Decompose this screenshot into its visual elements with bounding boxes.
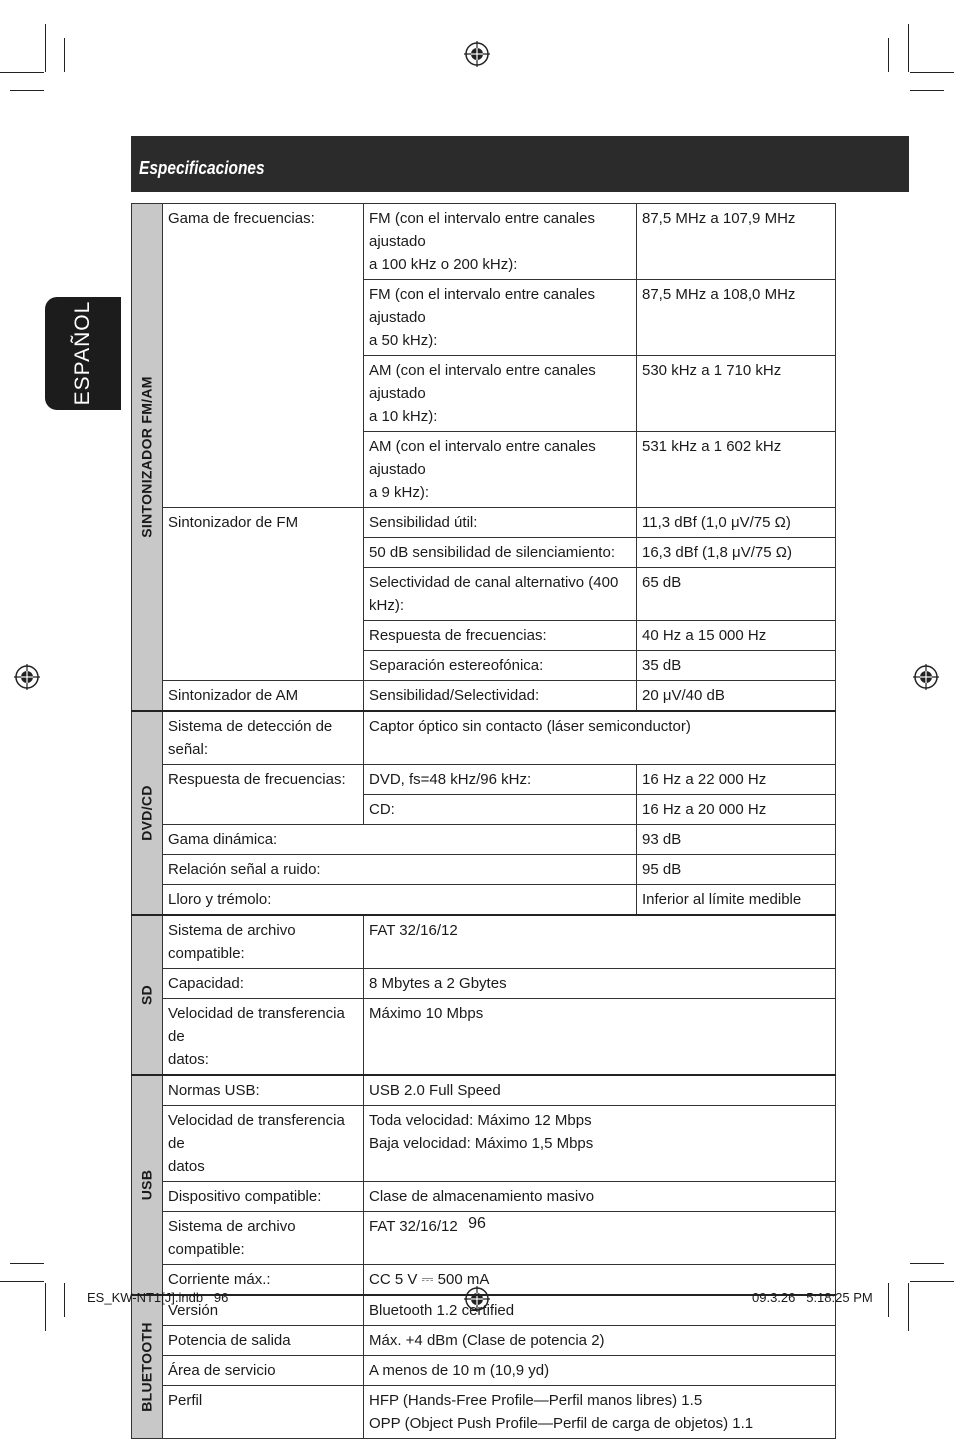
row-label: Perfil: [163, 1386, 364, 1439]
footer-timestamp: 09.3.26 5:18:25 PM: [752, 1290, 873, 1305]
table-row: [132, 1075, 836, 1106]
language-label: ESPAÑOL: [71, 300, 94, 406]
footer-file-info: ES_KW-NT1[J].indb 96: [87, 1290, 229, 1305]
crop-mark: [910, 1263, 944, 1264]
crop-mark: [910, 90, 944, 91]
table-row: [132, 969, 836, 999]
table-row: [132, 1295, 836, 1326]
row-label: Normas USB:: [163, 1075, 364, 1106]
value-cell: 8 Mbytes a 2 Gbytes: [364, 969, 836, 999]
value-cell: 11,3 dBf (1,0 μV/75 Ω): [637, 508, 836, 538]
value-cell: Captor óptico sin contacto (láser semiconductor): [364, 711, 836, 765]
category-label: USB: [138, 1169, 155, 1201]
param-cell: 50 dB sensibilidad de silenciamiento:: [364, 538, 637, 568]
crop-mark: [908, 1283, 909, 1331]
crop-mark: [45, 1283, 46, 1331]
row-label: Área de servicio: [163, 1356, 364, 1386]
crop-mark: [908, 24, 909, 72]
value-cell: 531 kHz a 1 602 kHz: [637, 432, 836, 508]
row-label: Sistema de archivo compatible:: [163, 1212, 364, 1265]
table-row: [132, 855, 836, 885]
table-row: [132, 508, 836, 538]
table-row: [132, 1182, 836, 1212]
row-label: Potencia de salida: [163, 1326, 364, 1356]
category-cell: [132, 711, 163, 915]
table-row: [132, 1386, 836, 1439]
row-label: Velocidad de transferencia de datos: [163, 1106, 364, 1182]
value-cell: Máximo 10 Mbps: [364, 999, 836, 1076]
language-tab: [45, 297, 121, 410]
param-cell: AM (con el intervalo entre canales ajustado a 9 kHz):: [364, 432, 637, 508]
crop-mark: [45, 24, 46, 72]
value-cell: 40 Hz a 15 000 Hz: [637, 621, 836, 651]
value-cell: Bluetooth 1.2 certified: [364, 1295, 836, 1326]
table-row: [132, 1326, 836, 1356]
param-cell: AM (con el intervalo entre canales ajustado a 10 kHz):: [364, 356, 637, 432]
table-row: [132, 765, 836, 795]
category-label: DVD/CD: [138, 785, 155, 841]
table-row: [132, 1265, 836, 1296]
value-cell: 20 μV/40 dB: [637, 681, 836, 712]
row-label: Sistema de detección de señal:: [163, 711, 364, 765]
category-cell: [132, 204, 163, 712]
crop-mark: [64, 38, 65, 72]
param-cell: CD:: [364, 795, 637, 825]
table-row: [132, 681, 836, 712]
row-label: Relación señal a ruido:: [163, 855, 637, 885]
row-label: Lloro y trémolo:: [163, 885, 637, 916]
row-label: Dispositivo compatible:: [163, 1182, 364, 1212]
value-cell: 93 dB: [637, 825, 836, 855]
crop-mark: [10, 1263, 44, 1264]
crop-mark: [888, 38, 889, 72]
category-cell: [132, 1295, 163, 1439]
row-label: Corriente máx.:: [163, 1265, 364, 1296]
param-cell: Separación estereofónica:: [364, 651, 637, 681]
table-row: [132, 1356, 836, 1386]
category-label: SD: [138, 984, 155, 1006]
value-cell: Máx. +4 dBm (Clase de potencia 2): [364, 1326, 836, 1356]
specifications-table: [131, 203, 836, 1439]
value-cell: Clase de almacenamiento masivo: [364, 1182, 836, 1212]
value-cell: FAT 32/16/12: [364, 1212, 836, 1265]
crop-mark: [64, 1283, 65, 1317]
page-number: 96: [468, 1215, 486, 1232]
param-cell: Respuesta de frecuencias:: [364, 621, 637, 651]
param-cell: FM (con el intervalo entre canales ajustado a 100 kHz o 200 kHz):: [364, 204, 637, 280]
crop-mark: [0, 1281, 44, 1282]
table-row: [132, 825, 836, 855]
value-cell: USB 2.0 Full Speed: [364, 1075, 836, 1106]
section-title: Especificaciones: [139, 158, 265, 178]
row-label: Gama de frecuencias:: [163, 204, 364, 508]
row-label: Respuesta de frecuencias:: [163, 765, 364, 825]
section-header-bar: [131, 136, 909, 192]
value-cell: 530 kHz a 1 710 kHz: [637, 356, 836, 432]
value-cell: Toda velocidad: Máximo 12 Mbps Baja velocidad: Máximo 1,5 Mbps: [364, 1106, 836, 1182]
value-cell: 95 dB: [637, 855, 836, 885]
crop-mark: [0, 72, 44, 73]
row-label: Velocidad de transferencia de datos:: [163, 999, 364, 1076]
registration-mark-icon: [14, 664, 40, 690]
category-label: BLUETOOTH: [138, 1322, 155, 1412]
value-cell: A menos de 10 m (10,9 yd): [364, 1356, 836, 1386]
value-cell: CC 5 V ⎓ 500 mA: [364, 1265, 836, 1296]
row-label: Gama dinámica:: [163, 825, 637, 855]
table-row: [132, 711, 836, 765]
crop-mark: [888, 1283, 889, 1317]
row-label: Sintonizador de AM: [163, 681, 364, 712]
category-cell: [132, 915, 163, 1075]
param-cell: Selectividad de canal alternativo (400 kHz):: [364, 568, 637, 621]
value-cell: 65 dB: [637, 568, 836, 621]
value-cell: HFP (Hands-Free Profile—Perfil manos libres) 1.5 OPP (Object Push Profile—Perfil de carga de objetos) 1.1: [364, 1386, 836, 1439]
value-cell: 16 Hz a 22 000 Hz: [637, 765, 836, 795]
row-label: Sistema de archivo compatible:: [163, 915, 364, 969]
table-row: [132, 915, 836, 969]
param-cell: DVD, fs=48 kHz/96 kHz:: [364, 765, 637, 795]
value-cell: 87,5 MHz a 107,9 MHz: [637, 204, 836, 280]
table-row: [132, 885, 836, 916]
crop-mark: [10, 90, 44, 91]
row-label: Versión: [163, 1295, 364, 1326]
table-row: [132, 1106, 836, 1182]
value-cell: 16,3 dBf (1,8 μV/75 Ω): [637, 538, 836, 568]
table-row: [132, 999, 836, 1076]
crop-mark: [910, 1281, 954, 1282]
value-cell: 16 Hz a 20 000 Hz: [637, 795, 836, 825]
crop-mark: [910, 72, 954, 73]
registration-mark-icon: [464, 41, 490, 67]
category-cell: [132, 1075, 163, 1295]
value-cell: FAT 32/16/12: [364, 915, 836, 969]
registration-mark-icon: [913, 664, 939, 690]
value-cell: 35 dB: [637, 651, 836, 681]
category-label: SINTONIZADOR FM/AM: [138, 376, 155, 538]
row-label: Sintonizador de FM: [163, 508, 364, 681]
value-cell: Inferior al límite medible: [637, 885, 836, 916]
table-row: [132, 204, 836, 280]
param-cell: Sensibilidad/Selectividad:: [364, 681, 637, 712]
param-cell: Sensibilidad útil:: [364, 508, 637, 538]
value-cell: 87,5 MHz a 108,0 MHz: [637, 280, 836, 356]
row-label: Capacidad:: [163, 969, 364, 999]
param-cell: FM (con el intervalo entre canales ajustado a 50 kHz):: [364, 280, 637, 356]
